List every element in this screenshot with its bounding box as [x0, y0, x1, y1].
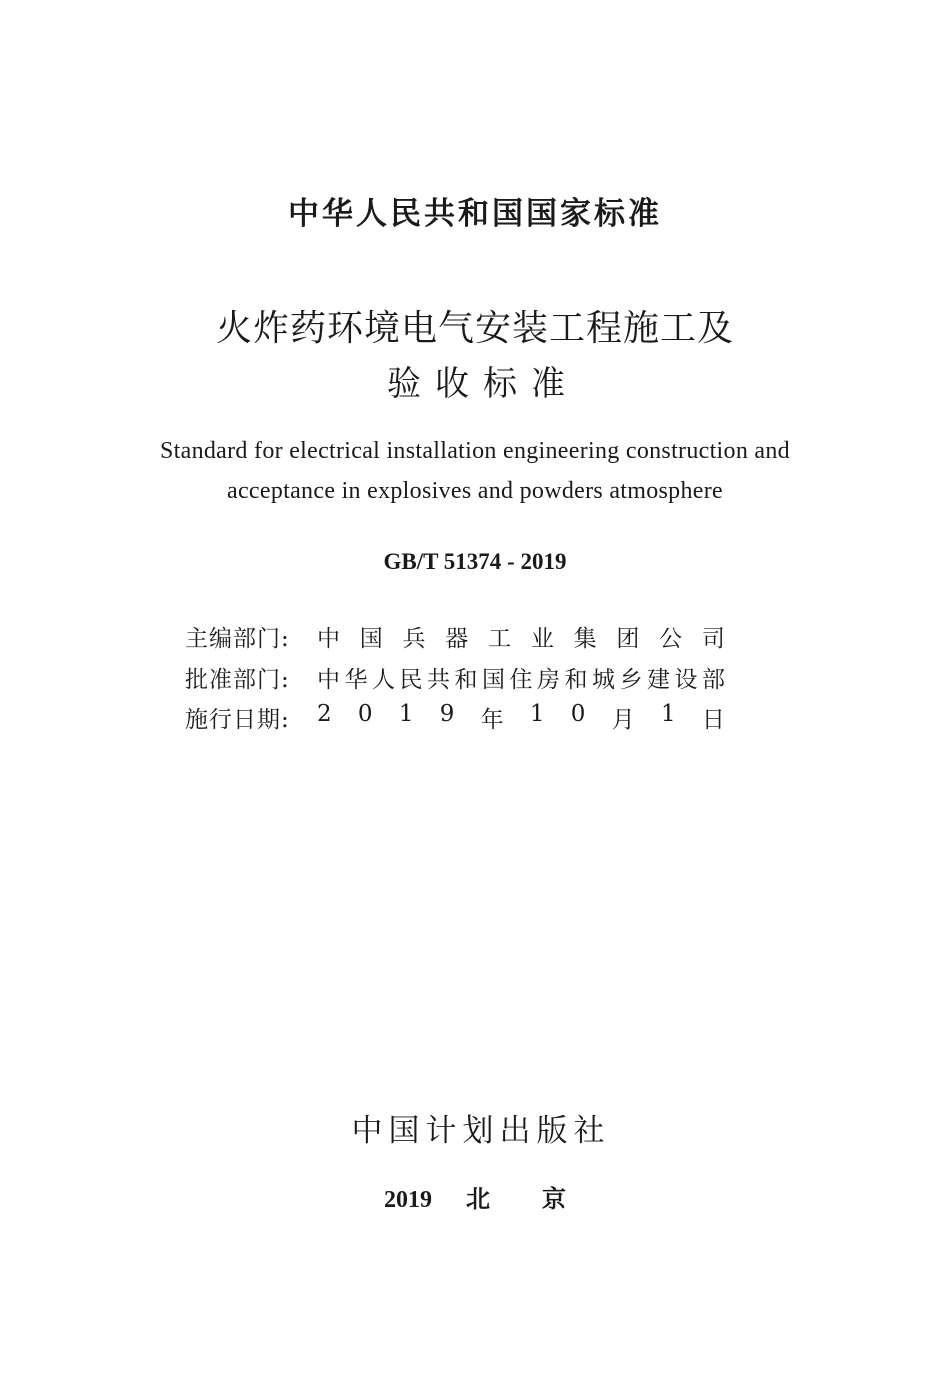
editor-row	[185, 616, 725, 656]
value-char: 1	[529, 700, 545, 727]
value-char: 国	[359, 625, 383, 652]
value-char: 年	[480, 706, 504, 733]
publication-place	[0, 1179, 950, 1214]
value-char: 建	[647, 666, 670, 693]
editor-label: 主编部门:	[185, 625, 290, 652]
value-char: 器	[445, 625, 469, 652]
approver-row	[185, 657, 725, 697]
value-char: 1	[660, 700, 676, 727]
value-char: 日	[701, 706, 725, 733]
effective-date-row	[185, 697, 725, 737]
value-char: 民	[399, 666, 423, 693]
value-char: 国	[482, 666, 505, 693]
value-char: 月	[611, 706, 635, 733]
value-char: 司	[701, 625, 725, 652]
value-char: 中	[317, 666, 340, 693]
national-standard-heading: 中华人民共和国国家标准	[288, 196, 662, 232]
value-char: 部	[702, 666, 725, 693]
approver-label: 批准部门:	[185, 666, 290, 693]
value-char: 0	[357, 700, 373, 727]
value-char: 0	[570, 700, 586, 727]
value-char: 和	[454, 666, 478, 693]
value-char: 和	[564, 666, 588, 693]
value-char: 房	[537, 666, 560, 693]
value-char: 集	[573, 625, 597, 652]
value-char: 9	[439, 700, 455, 727]
value-char: 兵	[402, 625, 426, 652]
city-char-1: 北	[466, 1187, 490, 1213]
effective-date-label: 施行日期:	[185, 706, 290, 733]
publication-year: 2019	[384, 1187, 432, 1213]
city-char-2: 京	[542, 1187, 566, 1213]
value-char: 工	[488, 625, 512, 652]
value-char: 住	[509, 666, 533, 693]
value-char: 人	[372, 666, 395, 693]
english-title-line2: acceptance in explosives and powders atmosphere	[227, 478, 723, 504]
value-char: 业	[530, 625, 554, 652]
value-char: 公	[659, 625, 683, 652]
value-char: 设	[674, 666, 698, 693]
approver-value	[317, 661, 725, 694]
publisher-name: 中国计划出版社	[351, 1113, 611, 1149]
value-char: 1	[398, 700, 414, 727]
value-char: 城	[592, 666, 615, 693]
value-char: 华	[344, 666, 368, 693]
value-char: 2	[317, 700, 332, 727]
effective-date-value	[317, 701, 725, 734]
value-char: 团	[616, 625, 640, 652]
standard-code: GB/T 51374 - 2019	[383, 549, 567, 574]
value-char: 乡	[619, 666, 643, 693]
editor-value	[317, 620, 725, 653]
document-title-line2: 验收标准	[387, 364, 579, 404]
english-title-line1: Standard for electrical installation engineering construction and	[160, 438, 790, 464]
document-title-line1: 火炸药环境电气安装工程施工及	[215, 308, 734, 349]
value-char: 中	[317, 625, 340, 652]
value-char: 共	[427, 666, 450, 693]
